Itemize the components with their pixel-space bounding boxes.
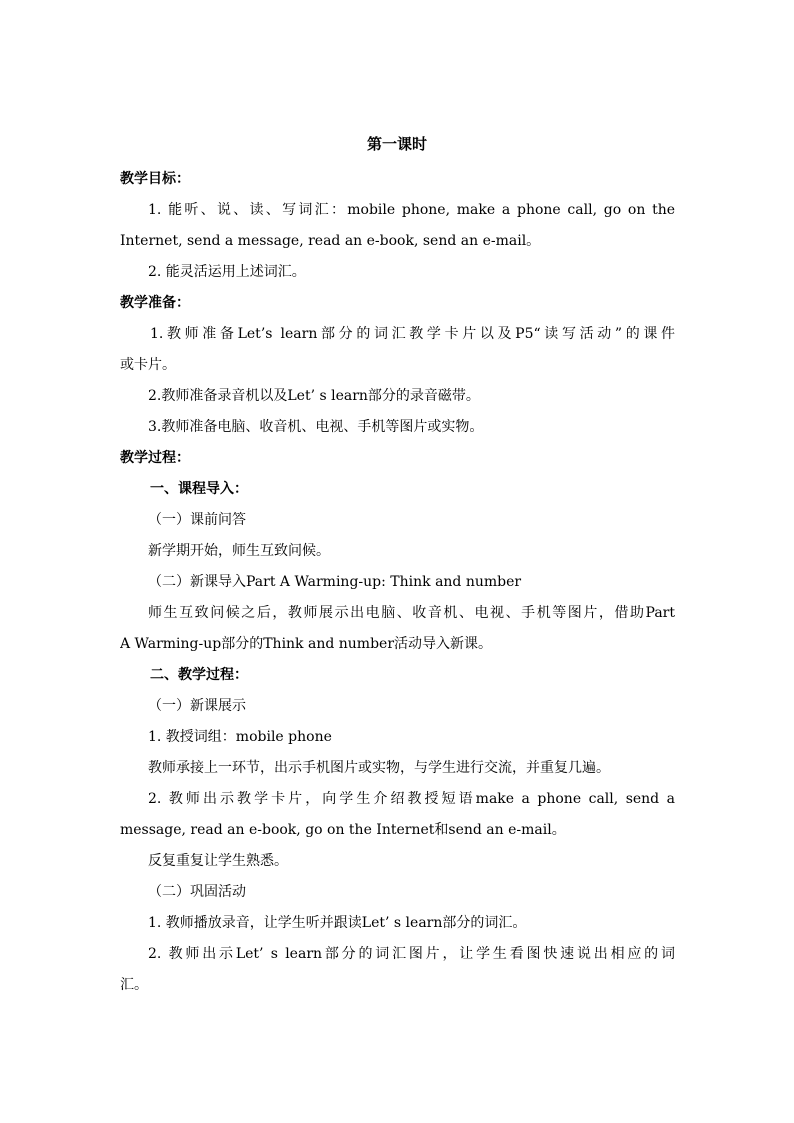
step-teach-phrase: 1. 教授词组：mobile phone — [148, 729, 332, 745]
heading-teaching-process: 教学过程： — [120, 450, 190, 466]
step-show-pictures: 2. 教师出示Let’ s learn部分的词汇图片，让学生看图快速说出相应的词 — [148, 946, 675, 962]
prep-item-1: 1.教师准备Let’s learn部分的词汇教学卡片以及P5“读写活动”的课件 — [150, 326, 675, 342]
section-teaching-process: 二、教学过程： — [150, 667, 248, 683]
lesson-title: 第一课时 — [366, 135, 427, 153]
step-play-recording: 1. 教师播放录音，让学生听并跟读Let’ s learn部分的词汇。 — [148, 915, 527, 931]
subsection-new-lesson-display: （一）新课展示 — [148, 698, 246, 714]
goal-item-2: 2. 能灵活运用上述词汇。 — [148, 264, 306, 280]
step-show-pictures-continued: 汇。 — [120, 977, 148, 993]
step-show-cards: 2. 教师出示教学卡片，向学生介绍教授短语make a phone call, send a — [148, 791, 675, 807]
prep-item-2: 2.教师准备录音机以及Let’ s learn部分的录音磁带。 — [148, 388, 480, 404]
prep-item-1-continued: 或卡片。 — [120, 357, 176, 373]
subsection-consolidation: （二）巩固活动 — [148, 884, 246, 900]
heading-teaching-preparation: 教学准备： — [120, 295, 190, 311]
subsection-new-lesson-intro: （二）新课导入Part A Warming-up: Think and number — [148, 574, 522, 590]
paragraph-show-phone: 教师承接上一环节，出示手机图片或实物，与学生进行交流，并重复几遍。 — [148, 760, 610, 776]
paragraph-greeting: 新学期开始，师生互致问候。 — [148, 543, 330, 559]
document-body — [120, 164, 675, 1001]
paragraph-warming-up-continued: A Warming-up部分的Think and number活动导入新课。 — [120, 636, 493, 652]
subsection-pre-class-qa: （一）课前问答 — [148, 512, 246, 528]
goal-item-1: 1. 能听、说、读、写词汇：mobile phone, make a phone call, go on the — [148, 202, 675, 218]
heading-teaching-goals: 教学目标： — [120, 171, 190, 187]
step-show-cards-continued: message, read an e-book, go on the Internet和send an e-mail。 — [120, 822, 566, 838]
section-course-intro: 一、课程导入： — [150, 481, 248, 497]
paragraph-warming-up: 师生互致问候之后，教师展示出电脑、收音机、电视、手机等图片，借助Part — [148, 605, 675, 621]
paragraph-repeat: 反复重复让学生熟悉。 — [148, 853, 288, 869]
prep-item-3: 3.教师准备电脑、收音机、电视、手机等图片或实物。 — [148, 419, 484, 435]
goal-item-1-continued: Internet, send a message, read an e-book, send an e-mail。 — [120, 233, 541, 249]
